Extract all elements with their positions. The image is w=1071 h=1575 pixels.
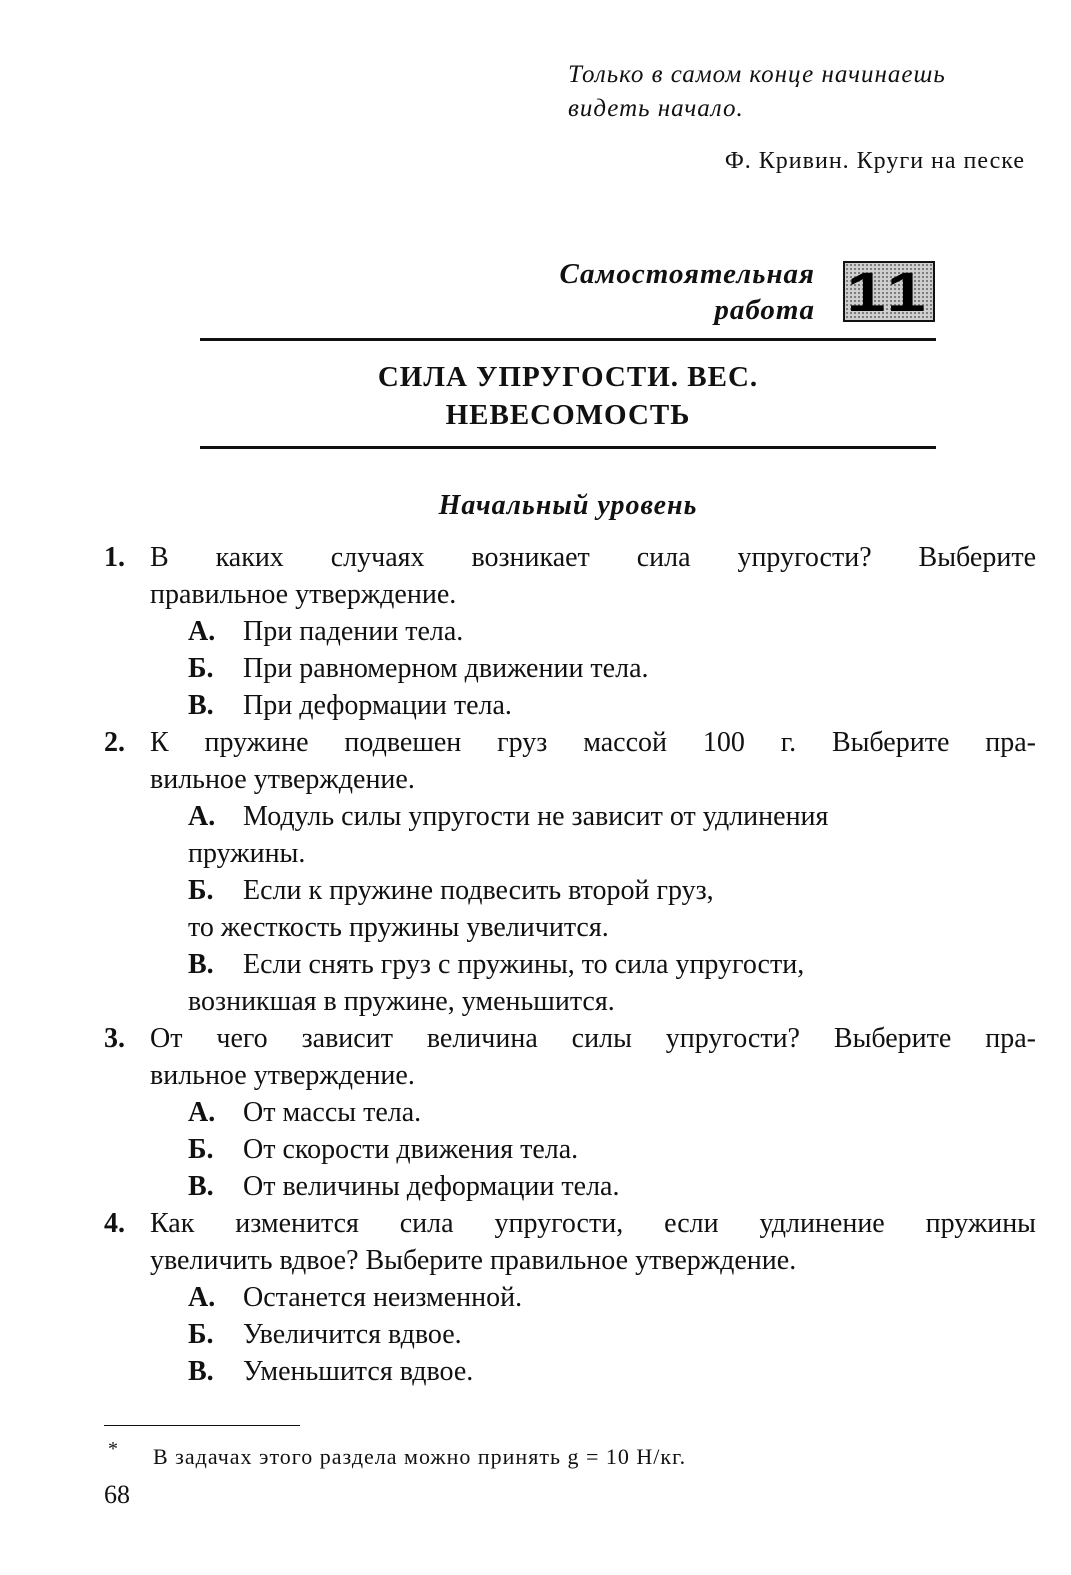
option-text: При равномерном движении тела.	[243, 653, 649, 684]
epigraph-line: Только в самом конце начинаешь	[568, 61, 946, 88]
option-letter: В.	[188, 690, 214, 721]
option-letter: Б.	[188, 875, 214, 906]
option-text: то жесткость пружины увеличится.	[188, 912, 609, 943]
option-letter: Б.	[188, 653, 214, 684]
option-text: Уменьшится вдвое.	[243, 1356, 474, 1387]
option-letter: Б.	[188, 1134, 214, 1165]
work-type-line: работа	[714, 294, 815, 326]
option-text: От величины деформации тела.	[243, 1171, 620, 1202]
title-rule-bottom	[200, 446, 936, 449]
level-heading: Начальный уровень	[438, 490, 698, 521]
option-text: При деформации тела.	[243, 690, 512, 721]
question-number: 2.	[104, 727, 125, 758]
question-text: В каких случаях возникает сила упругости? Выберите	[150, 542, 1036, 573]
question-number: 1.	[104, 542, 125, 573]
question-text: Как изменится сила упругости, если удлинение пружины	[150, 1208, 1036, 1239]
option-letter: В.	[188, 1171, 214, 1202]
question-text: К пружине подвешен груз массой 100 г. Выберите пра-	[150, 727, 1036, 758]
question-text: вильное утверждение.	[150, 764, 415, 795]
question-text: вильное утверждение.	[150, 1060, 415, 1091]
question-number: 3.	[104, 1023, 125, 1054]
work-type-label	[440, 256, 815, 328]
page-number: 68	[104, 1480, 130, 1509]
option-text: От скорости движения тела.	[243, 1134, 579, 1165]
option-text: Останется неизменной.	[243, 1282, 523, 1313]
option-text: Модуль силы упругости не зависит от удлинения	[243, 801, 829, 832]
option-text: пружины.	[188, 838, 306, 869]
epigraph-author: Ф. Кривин. Круги на песке	[724, 148, 1025, 174]
option-text: Если снять груз с пружины, то сила упругости,	[243, 949, 805, 980]
question-text: От чего зависит величина силы упругости? Выберите пра-	[150, 1023, 1036, 1054]
page-title	[200, 358, 936, 434]
option-letter: А.	[188, 616, 216, 647]
option-text: При падении тела.	[243, 616, 464, 647]
footnote-rule	[104, 1425, 300, 1426]
option-text: От массы тела.	[243, 1097, 422, 1128]
title-line: СИЛА УПРУГОСТИ. ВЕС.	[377, 361, 759, 393]
option-letter: А.	[188, 801, 216, 832]
question-number: 4.	[104, 1208, 125, 1239]
option-letter: В.	[188, 1356, 214, 1387]
work-number: 11	[846, 259, 931, 323]
option-text: Увеличится вдвое.	[243, 1319, 462, 1350]
title-rule-top	[200, 338, 936, 341]
work-number-badge	[843, 261, 935, 322]
footnote-mark: *	[108, 1438, 118, 1460]
option-text: Если к пружине подвесить второй груз,	[243, 875, 714, 906]
option-letter: Б.	[188, 1319, 214, 1350]
epigraph	[568, 58, 1038, 126]
epigraph-line: видеть начало.	[568, 95, 744, 122]
question-text: правильное утверждение.	[150, 579, 457, 610]
option-text: возникшая в пружине, уменьшится.	[188, 986, 615, 1017]
footnote-text: В задачах этого раздела можно принять g = 10 Н/кг.	[153, 1444, 687, 1469]
option-letter: А.	[188, 1282, 216, 1313]
question-text: увеличить вдвое? Выберите правильное утверждение.	[150, 1245, 797, 1276]
title-line: НЕВЕСОМОСТЬ	[445, 399, 691, 431]
work-type-line: Самостоятельная	[559, 258, 815, 290]
option-letter: А.	[188, 1097, 216, 1128]
option-letter: В.	[188, 949, 214, 980]
